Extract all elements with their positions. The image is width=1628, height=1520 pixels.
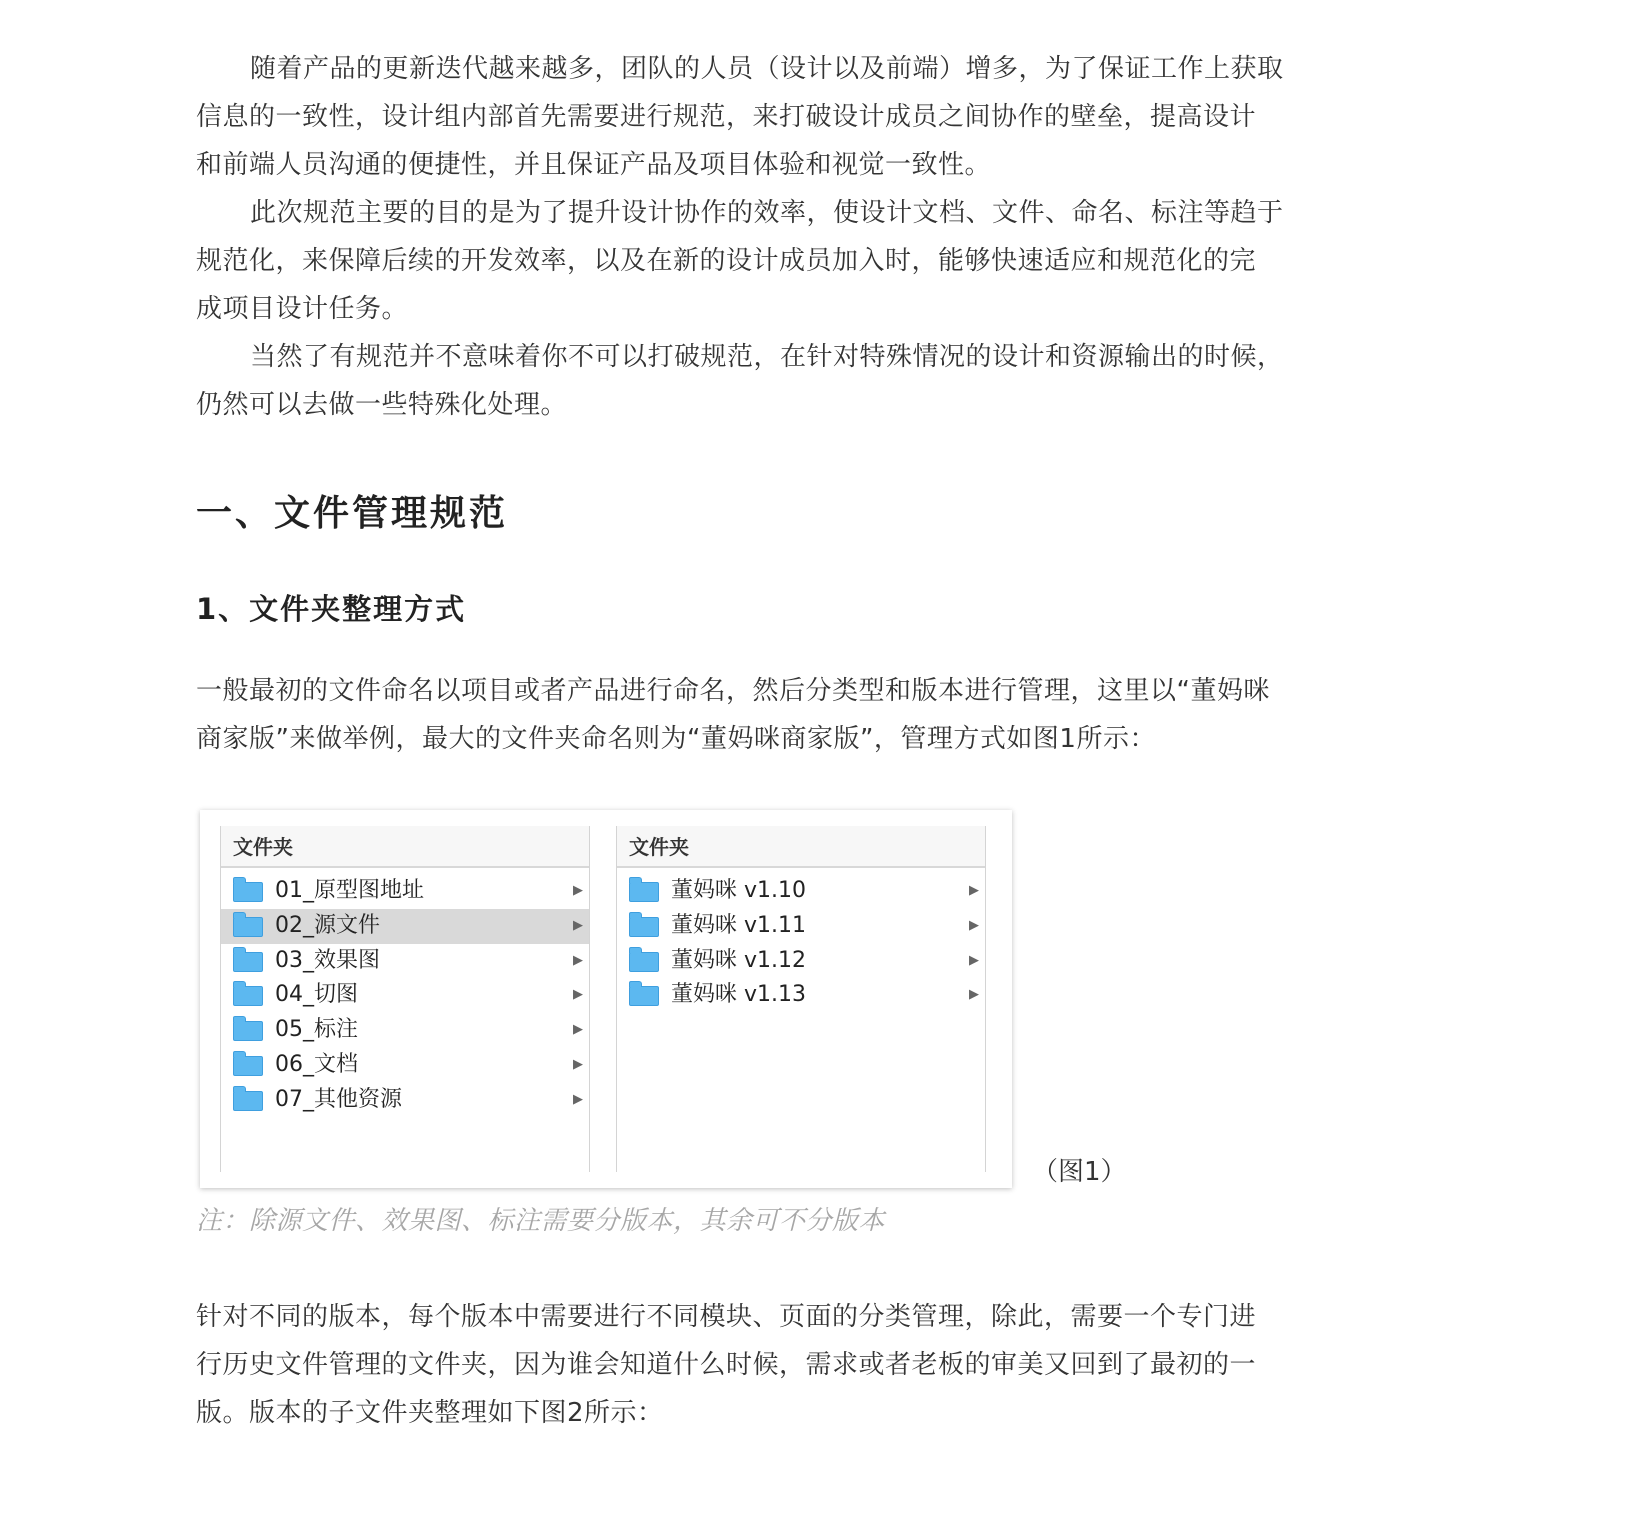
text-line: 针对不同的版本，每个版本中需要进行不同模块、页面的分类管理，除此，需要一个专门进 — [196, 1302, 1257, 1332]
folder-name: 董妈咪 v1.11 — [671, 912, 806, 938]
folder-row[interactable] — [221, 874, 589, 909]
folder-icon — [629, 882, 659, 902]
folder-icon — [629, 917, 659, 937]
folder-name: 04_切图 — [275, 982, 358, 1008]
text-line: 信息的一致性，设计组内部首先需要进行规范，来打破设计成员之间协作的壁垒，提高设计 — [196, 102, 1257, 132]
column-header: 文件夹 — [221, 826, 589, 868]
folder-name: 05_标注 — [275, 1017, 358, 1043]
folder-row[interactable] — [617, 874, 985, 909]
folder-icon — [233, 1021, 263, 1041]
chevron-right-icon: ▶ — [573, 917, 583, 933]
text-line: 成项目设计任务。 — [196, 294, 409, 324]
folder-name: 02_源文件 — [275, 912, 380, 938]
text-line: 随着产品的更新迭代越来越多，团队的人员（设计以及前端）增多，为了保证工作上获取 — [250, 54, 1284, 84]
folder-name: 07_其他资源 — [275, 1086, 402, 1112]
chevron-right-icon: ▶ — [969, 917, 979, 933]
folder-name: 董妈咪 v1.10 — [671, 878, 806, 903]
folder-name: 董妈咪 v1.13 — [671, 982, 806, 1008]
folder-name: 03_效果图 — [275, 947, 380, 973]
folder-icon — [233, 1056, 263, 1076]
folder-icon — [233, 882, 263, 902]
chevron-right-icon: ▶ — [573, 883, 583, 898]
chevron-right-icon: ▶ — [573, 1091, 583, 1107]
chevron-right-icon: ▶ — [969, 952, 979, 968]
column-header: 文件夹 — [617, 826, 985, 868]
folder-icon — [233, 917, 263, 937]
intro-paragraph-1 — [196, 45, 1284, 189]
subsection-heading: 1、文件夹整理方式 — [196, 592, 467, 626]
folder-icon — [629, 952, 659, 972]
text-line: 商家版”来做举例，最大的文件夹命名则为“董妈咪商家版”，管理方式如图1所示： — [196, 724, 1156, 754]
folder-name: 01_原型图地址 — [275, 878, 424, 903]
text-line: 一般最初的文件命名以项目或者产品进行命名，然后分类型和版本进行管理，这里以“董妈咪 — [196, 676, 1270, 706]
text-line: 此次规范主要的目的是为了提升设计协作的效率，使设计文档、文件、命名、标注等趋于 — [250, 198, 1284, 228]
folder-icon — [629, 986, 659, 1006]
text-line: 仍然可以去做一些特殊化处理。 — [196, 390, 568, 420]
folder-row[interactable] — [221, 1083, 589, 1118]
figure-label: （图1） — [1032, 1157, 1127, 1187]
chevron-right-icon: ▶ — [969, 883, 979, 898]
text-line: 和前端人员沟通的便捷性，并且保证产品及项目体验和视觉一致性。 — [196, 150, 992, 180]
text-line: 版。版本的子文件夹整理如下图2所示： — [196, 1398, 664, 1428]
version-paragraph — [196, 1293, 1256, 1437]
chevron-right-icon: ▶ — [573, 952, 583, 968]
chevron-right-icon: ▶ — [573, 987, 583, 1003]
folder-row[interactable] — [617, 944, 985, 979]
folder-name: 06_文档 — [275, 1051, 358, 1077]
folder-row[interactable] — [221, 1013, 589, 1048]
finder-screenshot-figure — [200, 810, 1012, 1188]
text-line: 规范化，来保障后续的开发效率，以及在新的设计成员加入时，能够快速适应和规范化的完 — [196, 246, 1257, 276]
text-line: 当然了有规范并不意味着你不可以打破规范，在针对特殊情况的设计和资源输出的时候， — [250, 342, 1284, 372]
intro-paragraph-3 — [196, 333, 1284, 429]
folder-row[interactable] — [617, 978, 985, 1013]
text-line: 行历史文件管理的文件夹，因为谁会知道什么时候，需求或者老板的审美又回到了最初的一 — [196, 1350, 1257, 1380]
folder-row[interactable] — [221, 1048, 589, 1083]
chevron-right-icon: ▶ — [573, 1022, 583, 1038]
section-heading: 一、文件管理规范 — [196, 493, 509, 534]
chevron-right-icon: ▶ — [573, 1056, 583, 1072]
folder-row[interactable] — [617, 909, 985, 944]
folder-intro-paragraph — [196, 667, 1270, 763]
folder-list — [221, 868, 589, 1118]
folder-row[interactable] — [221, 978, 589, 1013]
finder-column-right — [616, 826, 986, 1172]
folder-icon — [233, 986, 263, 1006]
folder-icon — [233, 1091, 263, 1111]
intro-paragraph-2 — [196, 189, 1284, 333]
figure-note: 注：除源文件、效果图、标注需要分版本，其余可不分版本 — [196, 1206, 886, 1236]
folder-row[interactable] — [221, 944, 589, 979]
folder-row[interactable] — [221, 909, 589, 944]
folder-name: 董妈咪 v1.12 — [671, 947, 806, 973]
finder-column-left — [220, 826, 590, 1172]
folder-icon — [233, 952, 263, 972]
chevron-right-icon: ▶ — [969, 987, 979, 1003]
folder-list — [617, 868, 985, 1013]
